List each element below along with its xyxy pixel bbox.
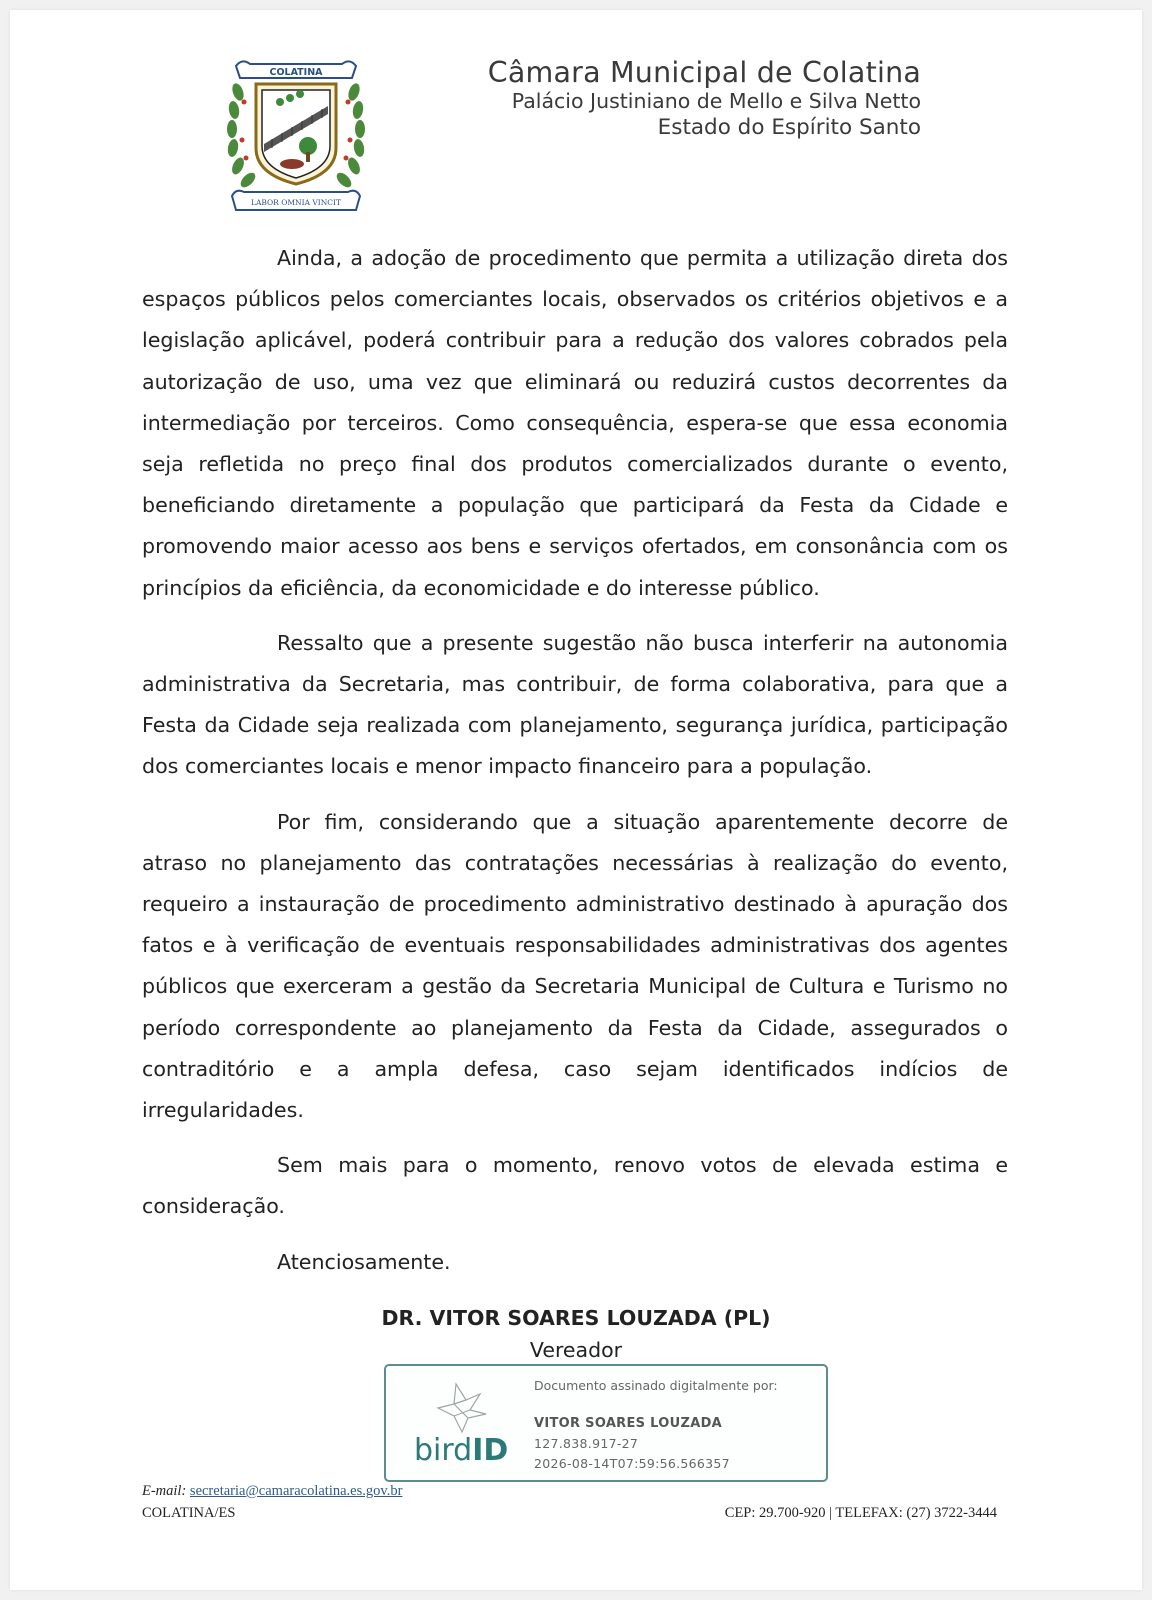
org-name: Câmara Municipal de Colatina bbox=[487, 56, 921, 89]
footer-city: COLATINA/ES bbox=[142, 1505, 236, 1521]
stamp-label: Documento assinado digitalmente por: bbox=[534, 1378, 778, 1393]
crest-banner-text: COLATINA bbox=[269, 67, 323, 78]
palace-name: Palácio Justiniano de Mello e Silva Netto bbox=[511, 89, 921, 113]
paragraph-4: Sem mais para o momento, renovo votos de elevada estima e bbox=[277, 1153, 1008, 1178]
letterhead-title bbox=[0, 56, 921, 141]
paragraph-4-end: consideração. bbox=[142, 1194, 285, 1219]
birdid-brand-text: birdID bbox=[414, 1433, 508, 1468]
letter-body bbox=[142, 238, 1008, 1283]
paragraph-2: Ressalto que a presente sugestão não busca interferir na autonomia administrativa da Secretaria, mas contribuir, de forma colaborativa, para que a Festa da Cidade seja realizada com planejamento, segurança jurídica, participação dos comerciantes locais e menor impacto financeiro para a população. bbox=[142, 630, 1008, 779]
signatory-name: DR. VITOR SOARES LOUZADA (PL) bbox=[381, 1306, 771, 1330]
paragraph-3: Por fim, considerando que a situação aparentemente decorre de atraso no planejamento das contratações necessárias à realização do evento, requeiro a instauração de procedimento administrativo destinado à apuração dos fatos e à verificação de eventuais responsabilidades administrativas dos agentes públicos que exerceram a gestão da Secretaria Municipal de Cultura e Turismo no período correspondente ao planejamento da Festa da Cidade, assegurados o contraditório e a ampla defesa, caso sejam identificados indícios de irregularidades. bbox=[142, 809, 1008, 1123]
paragraph-1: Ainda, a adoção de procedimento que permita a utilização direta dos espaços públicos pelos comerciantes locais, observados os critérios objetivos e a legislação aplicável, poderá contribuir para a redução dos valores cobrados pela autorização de uso, uma vez que eliminará ou reduzirá custos decorrentes da intermediação por terceiros. Como consequência, espera-se que essa economia seja refletida no preço final dos produtos comercializados durante o evento, beneficiando diretamente a população que participará da Festa da Cidade e promovendo maior acesso aos bens e serviços ofertados, em consonância com os princípios da eficiência, da economicidade e do interesse público. bbox=[142, 246, 1008, 600]
footer-contact: CEP: 29.700-920 | TELEFAX: (27) 3722-3444 bbox=[724, 1505, 997, 1521]
closing: Atenciosamente. bbox=[277, 1249, 451, 1274]
stamp-timestamp: 2026-08-14T07:59:56.566357 bbox=[534, 1456, 730, 1471]
digital-signature-stamp bbox=[384, 1364, 828, 1482]
footer-email bbox=[142, 1483, 402, 1500]
email-label: E-mail: bbox=[142, 1483, 187, 1499]
stamp-signer: VITOR SOARES LOUZADA bbox=[534, 1416, 723, 1431]
signatory-role: Vereador bbox=[529, 1338, 623, 1362]
birdid-logo bbox=[408, 1380, 508, 1470]
stamp-cpf: 127.838.917-27 bbox=[534, 1436, 639, 1451]
crest-motto-text: LABOR OMNIA VINCIT bbox=[250, 198, 342, 207]
email-link[interactable]: secretaria@camaracolatina.es.gov.br bbox=[189, 1483, 403, 1499]
state-name: Estado do Espírito Santo bbox=[657, 115, 921, 140]
